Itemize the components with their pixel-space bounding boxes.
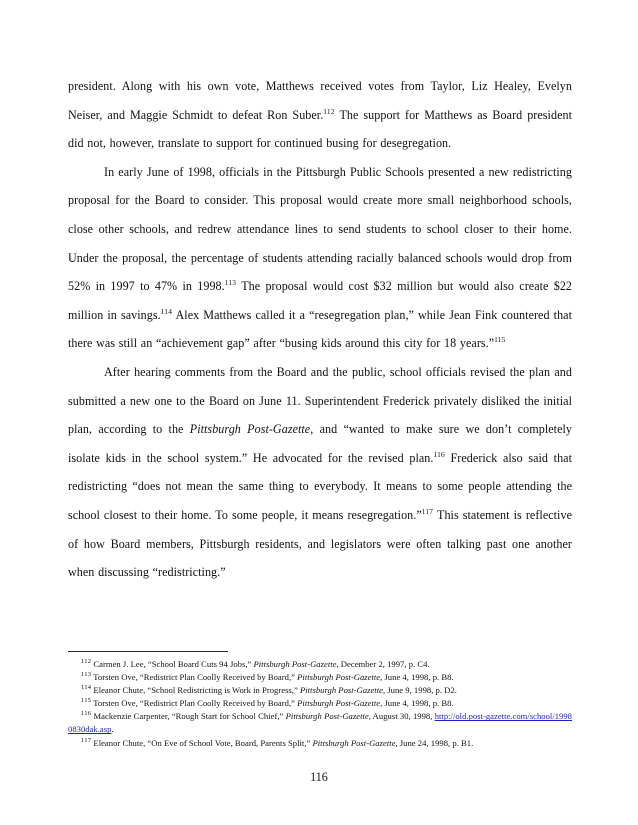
italic-title: Pittsburgh Post-Gazette: [297, 698, 381, 709]
footnotes-block: [68, 658, 572, 750]
paragraph: president. Along with his own vote, Matthews received votes from Taylor, Liz Healey, Evelyn Neiser, and Maggie Schmidt to defeat Ron Suber.$^{112}$ The support for Matthews as Board president did not, however, translate to support for continued busing for desegregation.: [68, 79, 572, 151]
italic-title: Pittsburgh Post-Gazette: [299, 685, 383, 696]
footnote-reference-113[interactable]: 113: [224, 278, 237, 288]
page-number: 116: [310, 770, 328, 784]
italic-title: Pittsburgh Post-Gazette: [297, 672, 381, 683]
paragraph: After hearing comments from the Board and the public, school officials revised the plan and submitted a new one to the Board on June 11. Superintendent Frederick privately disliked the initial plan, according to the Pittsburgh Post-Gazette, and “wanted to make sure we don’t completely isolate kids in the school system.” He advocated for the revised plan.$^{116}$ Frederick also said that redistricting “does not mean the same thing to everybody. It means to some people attending the school closest to their home. To some people, it means resegregation.”$^{117}$ This statement is reflective of how Board members, Pittsburgh residents, and legislators were often talking past one another when discussing “redistricting.”: [68, 364, 572, 580]
footnote-114: $^{114}$ Eleanor Chute, “School Redistricting is Work in Progress,” Pittsburgh Post-Gazette, June 9, 1998, p. D2.: [81, 684, 457, 696]
italic-title: Pittsburgh Post-Gazette: [253, 659, 337, 669]
footnote-117: $^{117}$ Eleanor Chute, “On Eve of School Vote, Board, Parents Split,” Pittsburgh Post-Gazette, June 24, 1998, p. B1.: [81, 736, 474, 748]
italic-title: Pittsburgh Post-Gazette: [285, 711, 369, 722]
footnote-113: $^{113}$ Torsten Ove, “Redistrict Plan Coolly Received by Board,” Pittsburgh Post-Gazette, June 4, 1998, p. B8.: [81, 671, 454, 683]
italic-title: Pittsburgh Post-Gazette: [312, 737, 396, 748]
footnote-number-116: 116: [81, 710, 92, 718]
body-text-block: [68, 72, 572, 587]
citation-url-link[interactable]: http://old.post-gazette.com/school/19980830dak.asp: [68, 711, 572, 735]
footnote-number-114: 114: [81, 684, 92, 692]
footnote-reference-115[interactable]: 115: [494, 335, 506, 345]
footnote-116: $^{116}$ Mackenzie Carpenter, “Rough Start for School Chief,” Pittsburgh Post-Gazette, August 30, 1998, http://old.post-gazette.com/school/19980830dak.asp.: [68, 710, 572, 735]
footnote-reference-112[interactable]: 112: [323, 106, 335, 116]
footnote-112: $^{112}$ Carmen J. Lee, “School Board Cuts 94 Jobs,” Pittsburgh Post-Gazette, December 2, 1997, p. C4.: [81, 658, 430, 669]
italic-title: Pittsburgh Post-Gazette: [189, 422, 311, 437]
footnote-number-115: 115: [81, 697, 92, 705]
footnote-reference-116[interactable]: 116: [433, 449, 445, 459]
footnote-number-112: 112: [81, 658, 92, 666]
footnote-number-117: 117: [81, 736, 92, 744]
paragraph: In early June of 1998, officials in the Pittsburgh Public Schools presented a new redistricting proposal for the Board to consider. This proposal would create more small neighborhood schools, close other schools, and redrew attendance lines to send students to school closer to their home. Under the proposal, the percentage of students attending racially balanced schools would drop from 52% in 1997 to 47% in 1998.$^{113}$ The proposal would cost $32 million but would also create $22 million in savings.$^{114}$ Alex Matthews called it a “resegregation plan,” while Jean Fink countered that there was still an “achievement gap” after “busing kids around this city for 18 years.”$^{115}$: [68, 164, 573, 351]
footnote-reference-114[interactable]: 114: [160, 306, 173, 316]
footnote-number-113: 113: [81, 671, 92, 679]
footnote-115: $^{115}$ Torsten Ove, “Redistrict Plan Coolly Received by Board,” Pittsburgh Post-Gazette, June 4, 1998, p. B8.: [81, 697, 454, 709]
footnote-separator-rule: [68, 651, 228, 652]
footnote-reference-117[interactable]: 117: [421, 506, 434, 516]
